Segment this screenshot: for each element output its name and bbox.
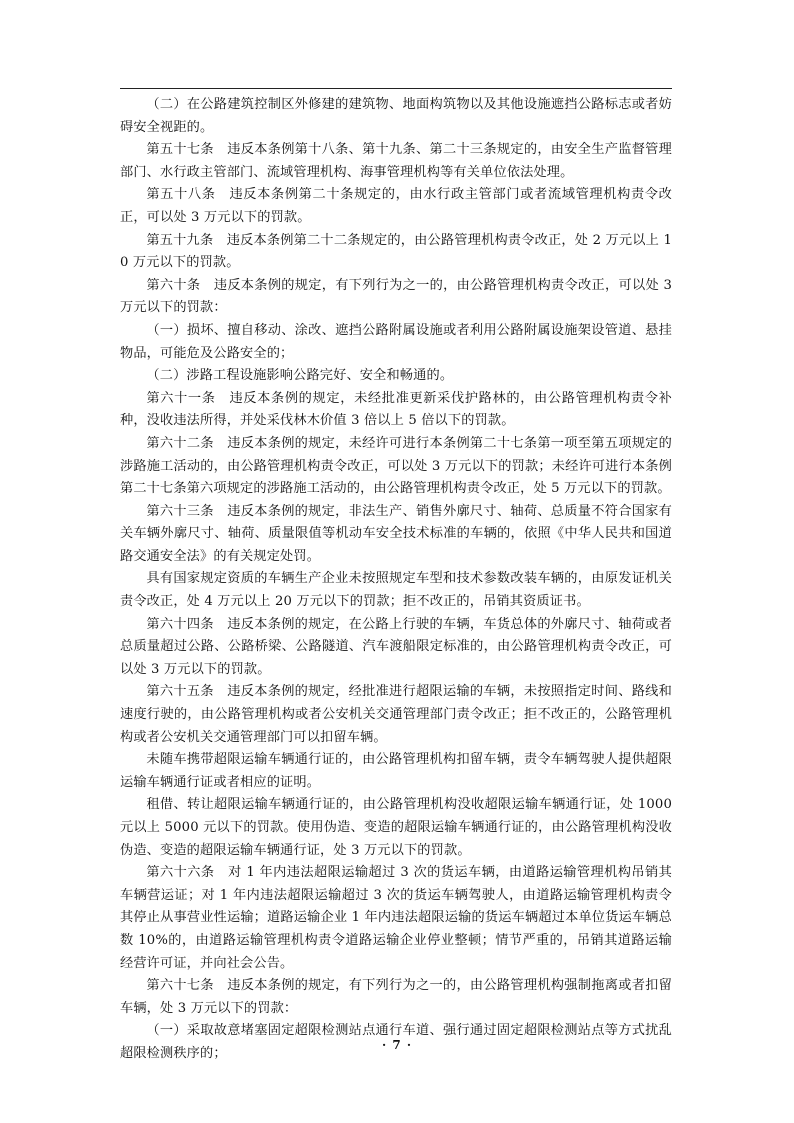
paragraph: 第六十条 违反本条例的规定，有下列行为之一的，由公路管理机构责令改正，可以处 3 万元以下的罚款：	[120, 277, 672, 316]
paragraph: 具有国家规定资质的车辆生产企业未按照规定车型和技术参数改装车辆的，由原发证机关责令改正，处 4 万元以上 20 万元以下的罚款；拒不改正的，吊销其资质证书。	[120, 571, 672, 610]
paragraph: 第六十六条 对 1 年内违法超限运输超过 3 次的货运车辆，由道路运输管理机构吊销其车辆营运证；对 1 年内违法超限运输超过 3 次的货运车辆驾驶人，由道路运输管理机构责令其停止从事营业性运输；道路运输企业 1 年内违法超限运输的货运车辆超过本单位货运车辆总数 10%的，由道路运输管理机构责令道路运输企业停业整顿；情节严重的，吊销其道路运输经营许可证，并向社会公告。	[120, 865, 672, 971]
paragraph: （一）采取故意堵塞固定超限检测站点通行车道、强行通过固定超限检测站点等方式扰乱超限检测秩序的；	[120, 1023, 672, 1061]
paragraph: 第六十二条 违反本条例的规定，未经许可进行本条例第二十七条第一项至第五项规定的涉路施工活动的，由公路管理机构责令改正，可以处 3 万元以下的罚款；未经许可进行本条例第二十七条第六项规定的涉路施工活动的，由公路管理机构责令改正，处 5 万元以下的罚款。	[120, 435, 672, 497]
paragraph: 第六十七条 违反本条例的规定，有下列行为之一的，由公路管理机构强制拖离或者扣留车辆，处 3 万元以下的罚款：	[120, 978, 672, 1016]
paragraph: 租借、转让超限运输车辆通行证的，由公路管理机构没收超限运输车辆通行证，处 1000 元以上 5000 元以下的罚款。使用伪造、变造的超限运输车辆通行证的，由公路管理机构没收伪造、变造的超限运输车辆通行证，处 3 万元以下的罚款。	[120, 797, 672, 858]
header-rule	[120, 88, 672, 89]
paragraph: 第六十一条 违反本条例的规定，未经批准更新采伐护路林的，由公路管理机构责令补种，没收违法所得，并处采伐林木价值 3 倍以上 5 倍以下的罚款。	[120, 390, 672, 429]
paragraph: 第五十九条 违反本条例第二十二条规定的，由公路管理机构责令改正，处 2 万元以上 10 万元以下的罚款。	[120, 232, 672, 271]
paragraph: 第六十五条 违反本条例的规定，经批准进行超限运输的车辆，未按照指定时间、路线和速度行驶的，由公路管理机构或者公安机关交通管理部门责令改正；拒不改正的，公路管理机构或者公安机关交通管理部门可以扣留车辆。	[120, 684, 672, 745]
paragraph: （一）损坏、擅自移动、涂改、遮挡公路附属设施或者利用公路附属设施架设管道、悬挂物品，可能危及公路安全的；	[120, 322, 672, 361]
paragraph: （二）涉路工程设施影响公路完好、安全和畅通的。	[146, 368, 454, 384]
document-body	[120, 94, 672, 1066]
paragraph: 第六十四条 违反本条例的规定，在公路上行驶的车辆，车货总体的外廓尺寸、轴荷或者总质量超过公路、公路桥梁、公路隧道、汽车渡船限定标准的，由公路管理机构责令改正，可以处 3 万元以下的罚款。	[120, 616, 672, 677]
paragraph: 第五十八条 违反本条例第二十条规定的，由水行政主管部门或者流域管理机构责令改正，可以处 3 万元以下的罚款。	[120, 187, 672, 225]
paragraph: 第六十三条 违反本条例的规定，非法生产、销售外廓尺寸、轴荷、总质量不符合国家有关车辆外廓尺寸、轴荷、质量限值等机动车安全技术标准的车辆的，依照《中华人民共和国道路交通安全法》的有关规定处罚。	[120, 503, 672, 564]
paragraph: 未随车携带超限运输车辆通行证的，由公路管理机构扣留车辆，责令车辆驾驶人提供超限运输车辆通行证或者相应的证明。	[120, 752, 672, 790]
paragraph: （二）在公路建筑控制区外修建的建筑物、地面构筑物以及其他设施遮挡公路标志或者妨碍安全视距的。	[120, 97, 672, 135]
paragraph: 第五十七条 违反本条例第十八条、第十九条、第二十三条规定的，由安全生产监督管理部门、水行政主管部门、流域管理机构、海事管理机构等有关单位依法处理。	[120, 142, 672, 180]
page-number: · 7 ·	[381, 1038, 413, 1052]
